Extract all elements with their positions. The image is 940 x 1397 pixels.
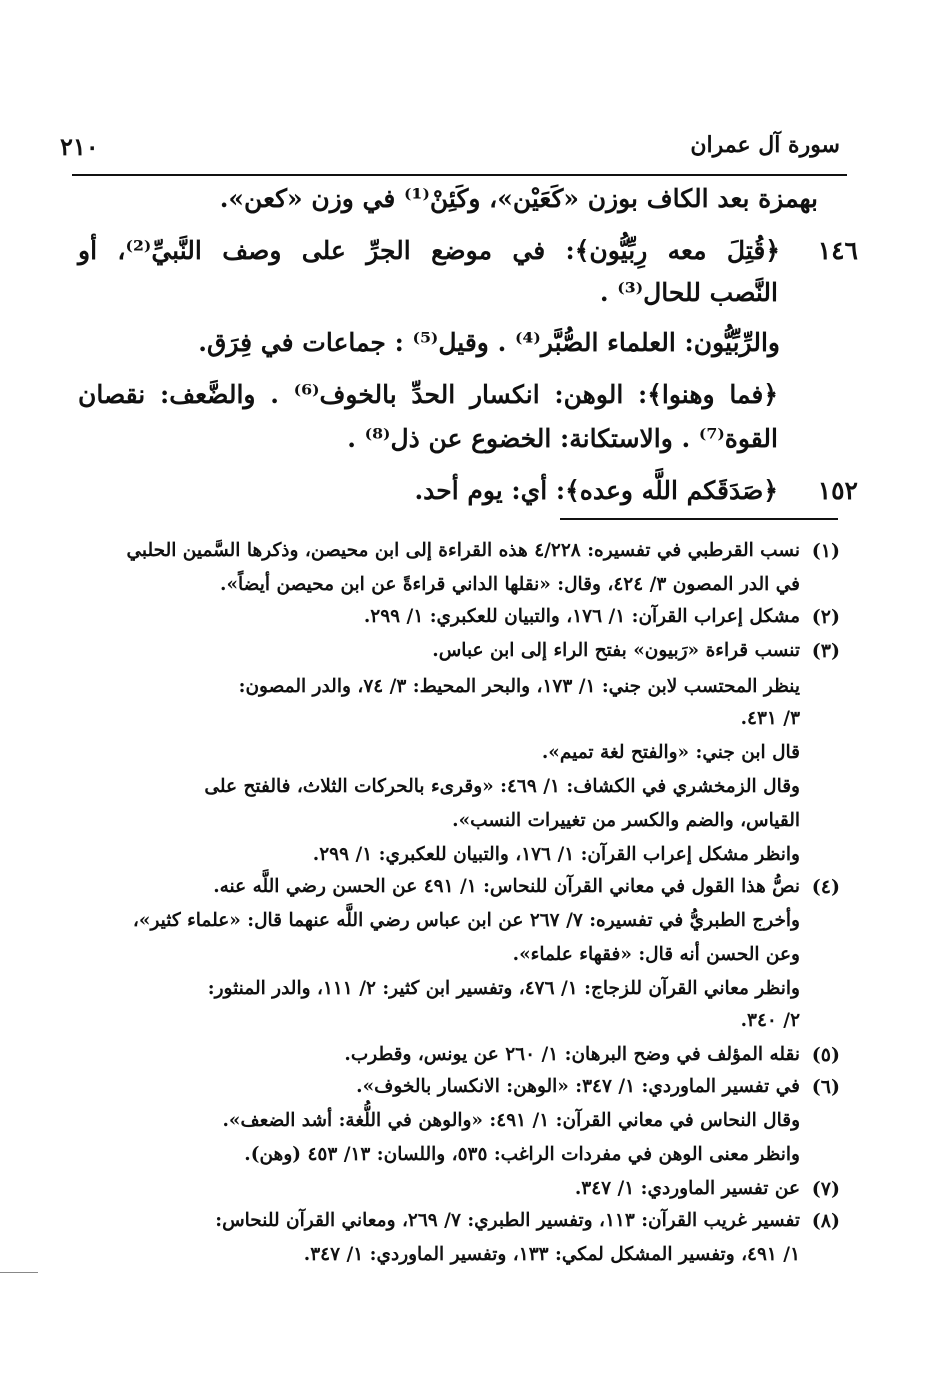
footnote-line: في الدر المصون ٣/ ٤٢٤، وقال: «نقلها الداني قراءةً عن ابن محيصن أيضاً». (220, 574, 800, 595)
footnote-number: (٢) (811, 606, 840, 628)
text-line: ﴿فما وهنوا﴾: الوهن: انكسار الحدِّ بالخوف⁽⁶⁾ . والضَّعف: نقصان (78, 380, 778, 409)
text-line: بهمزة بعد الكاف بوزن «كَعَيْن»، وكَئِنْ⁽¹⁾ في وزن «كعن». (219, 184, 818, 213)
footnote-number: (٤) (811, 876, 840, 898)
surah-title: سورة آل عمران (690, 132, 840, 158)
footnote-number: (٣) (811, 640, 840, 662)
page-header (60, 132, 840, 172)
footnote-number: (١) (811, 540, 840, 562)
margin-mark (0, 1272, 38, 1273)
footnote-line: القياس، والضم والكسر من تغييرات النسب». (452, 810, 800, 831)
footnote-number: (٧) (811, 1178, 840, 1200)
footnote-line: تنسب قراءة «رَبيون» بفتح الراء إلى ابن عباس. (432, 640, 800, 661)
footnote-line: وعن الحسن أنه قال: «فقهاء علماء». (512, 944, 800, 965)
footnote-separator (560, 518, 838, 520)
footnote-line: في تفسير الماوردي: ١/ ٣٤٧: «الوهن: الانكسار بالخوف». (356, 1076, 800, 1097)
text-line: ﴿قُتِلَ معه رِبِّيُّون﴾: في موضع الجرِّ على وصف النَّبيِّ⁽²⁾، أو (78, 236, 780, 265)
text-line: ﴿صَدَقَكم اللَّه وعده﴾: أي: يوم أحد. (414, 476, 778, 505)
footnote-line: ١/ ٤٩١، وتفسير المشكل لمكي: ١٣٣، وتفسير الماوردي: ١/ ٣٤٧. (303, 1244, 800, 1265)
header-rule (72, 174, 847, 176)
footnote-line: ٢/ ٣٤٠. (740, 1010, 800, 1031)
text-line: والرِّبِّيُّون: العلماء الصُّبَّر⁽⁴⁾ . وقيل⁽⁵⁾ : جماعات في فِرَق. (198, 328, 780, 357)
footnote-line: نسب القرطبي في تفسيره: ٤/٢٢٨ هذه القراءة إلى ابن محيصن، وذكرها السَّمين الحلبي (126, 540, 800, 561)
footnote-line: نقله المؤلف في وضح البرهان: ١/ ٢٦٠ عن يونس، وقطرب. (344, 1044, 800, 1065)
footnote-number: (٥) (811, 1044, 840, 1066)
footnote-line: نصُّ هذا القول في معاني القرآن للنحاس: ١/ ٤٩١ عن الحسن رضي اللَّه عنه. (213, 876, 800, 897)
footnote-line: وانظر مشكل إعراب القرآن: ١/ ١٧٦، والتبيان للعكبري: ١/ ٢٩٩. (312, 844, 800, 865)
footnote-line: مشكل إعراب القرآن: ١/ ١٧٦، والتبيان للعكبري: ١/ ٢٩٩. (363, 606, 800, 627)
verse-number: ١٤٦ (817, 236, 858, 265)
text-line: القوة⁽⁷⁾ . والاستكانة: الخضوع عن ذل⁽⁸⁾ . (347, 424, 778, 453)
footnote-line: تفسير غريب القرآن: ١١٣، وتفسير الطبري: ٧/ ٢٦٩، ومعاني القرآن للنحاس: (215, 1210, 800, 1231)
footnote-line: عن تفسير الماوردي: ١/ ٣٤٧. (574, 1178, 800, 1199)
footnote-line: وانظر معاني القرآن للزجاج: ١/ ٤٧٦، وتفسير ابن كثير: ٢/ ١١١، والدر المنثور: (207, 978, 800, 999)
text-line: النَّصب للحال⁽³⁾ . (599, 278, 778, 307)
footnote-line: ٣/ ٤٣١. (740, 708, 800, 729)
footnote-line: وانظر معنى الوهن في مفردات الراغب: ٥٣٥، واللسان: ١٣/ ٤٥٣ (وهن). (244, 1144, 800, 1165)
footnote-line: وقال النحاس في معاني القرآن: ١/ ٤٩١: «والوهن في اللُّغة: أشد الضعف». (222, 1110, 800, 1131)
page-number: ٢١٠ (60, 132, 99, 161)
footnote-line: وأخرج الطبريُّ في تفسيره: ٧/ ٢٦٧ عن ابن عباس رضي اللَّه عنهما قال: «علماء كثير»، (132, 910, 800, 931)
footnote-line: وقال الزمخشري في الكشاف: ١/ ٤٦٩: «وقرىء بالحركات الثلاث، فالفتح على (204, 776, 800, 797)
verse-number: ١٥٢ (817, 476, 858, 505)
footnote-line: قال ابن جني: «والفتح لغة تميم». (541, 742, 800, 763)
footnote-line: ينظر المحتسب لابن جني: ١/ ١٧٣، والبحر المحيط: ٣/ ٧٤، والدر المصون: (238, 676, 800, 697)
footnote-number: (٨) (811, 1210, 840, 1232)
footnote-number: (٦) (811, 1076, 840, 1098)
